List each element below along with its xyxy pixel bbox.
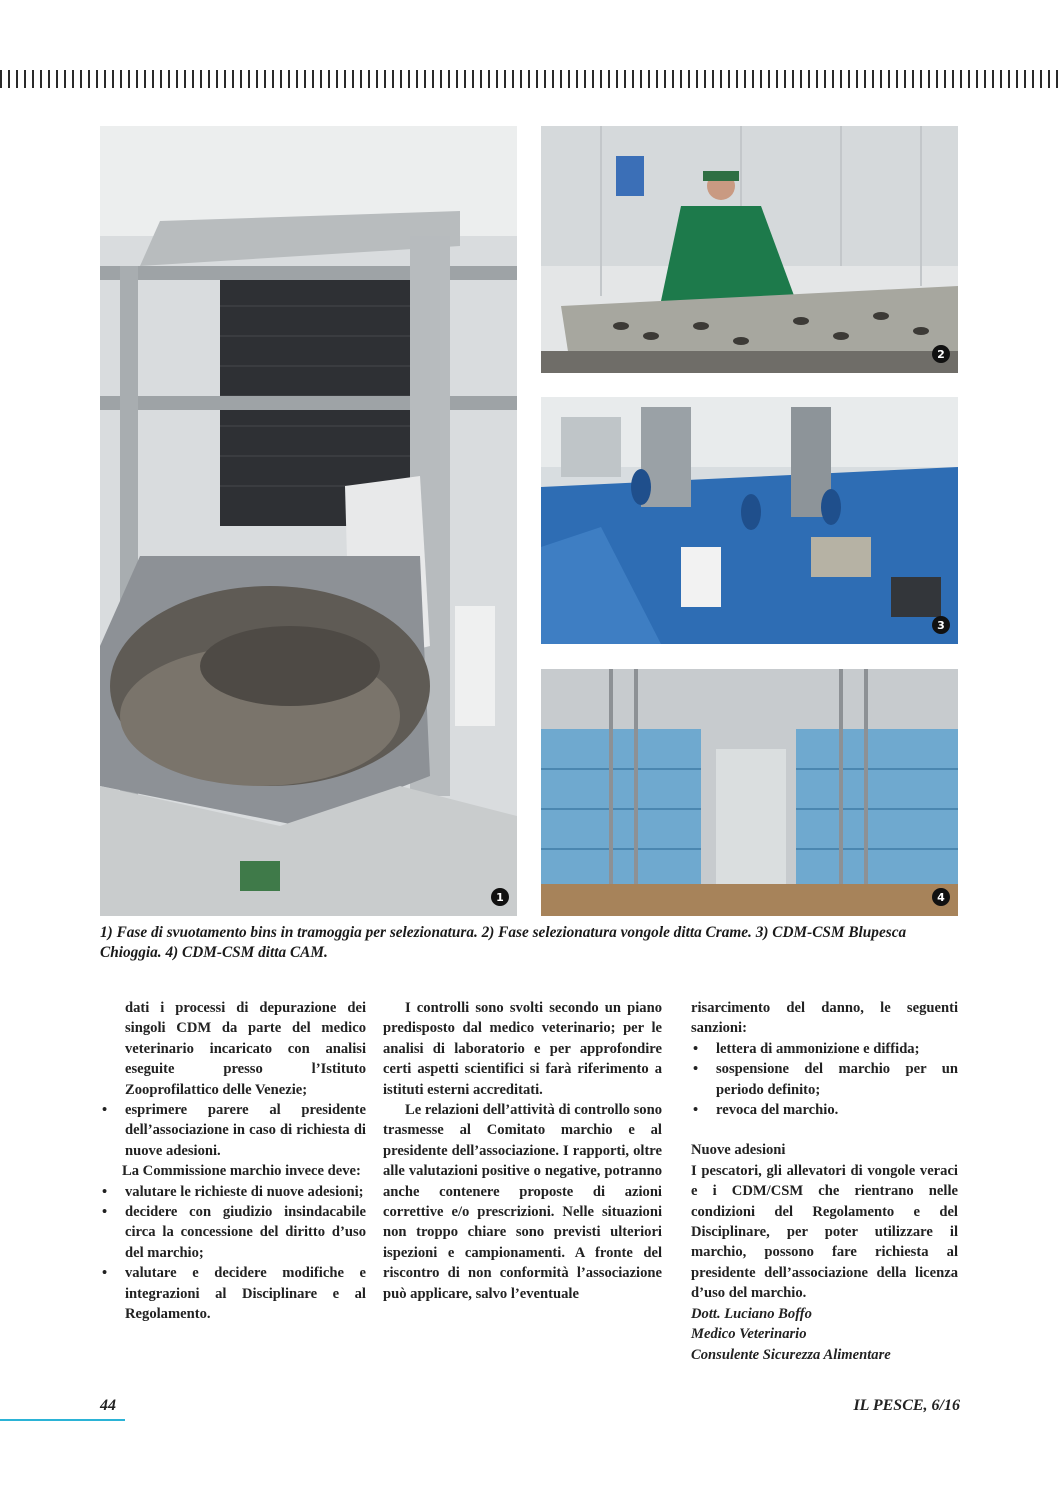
bullet-list xyxy=(100,1182,366,1325)
paragraph: La Commissione marchio invece deve: xyxy=(122,1163,361,1180)
photo-sorting-worker xyxy=(541,126,958,373)
text-column-2 xyxy=(383,998,662,1304)
paragraph: I pescatori, gli allevatori di vongole veraci e i CDM/CSM che rientrano nelle condizioni del Regolamento e del Disciplinare, per poter utilizzare il marchio, possono fare richiesta al presidente dell’associazione della licenza d’uso del marchio. xyxy=(691,1162,958,1302)
photo-caption: 1) Fase di svuotamento bins in tramoggia per selezionatura. 2) Fase selezionatura vongole ditta Crame. 3) CDM-CSM Blupesca Chioggia. 4) CDM-CSM ditta CAM. xyxy=(100,924,907,961)
paragraph: I controlli sono svolti secondo un piano predisposto dal medico veterinario; per le analisi di laboratorio e per approfondire certi aspetti scientifici si farà riferimento a istituti esterni accreditati. xyxy=(383,1000,662,1098)
magazine-issue: IL PESCE, 6/16 xyxy=(853,1397,960,1414)
section-heading: Nuove adesioni xyxy=(691,1142,786,1159)
bullet-item: • lettera di ammonizione e diffida; xyxy=(691,1039,958,1059)
header-tick-rule xyxy=(0,70,1058,88)
paragraph: risarcimento del danno, le seguenti sanzioni: xyxy=(691,1000,958,1037)
author-title: Medico Veterinario xyxy=(691,1326,807,1343)
photo-number-badge: 4 xyxy=(932,888,950,906)
bullet-list xyxy=(100,1100,366,1161)
bullet-item: • esprimere parere al presidente dell’associazione in caso di richiesta di nuove adesioni. xyxy=(100,1100,366,1161)
bullet-item: • sospensione del marchio per un periodo definito; xyxy=(691,1059,958,1100)
photo-storage-bins xyxy=(541,669,958,916)
text-column-1 xyxy=(100,998,366,1325)
photo-plant-floor xyxy=(541,397,958,644)
author-role: Consulente Sicurezza Alimentare xyxy=(691,1346,891,1363)
sanctions-list xyxy=(691,1039,958,1121)
bullet-item: • revoca del marchio. xyxy=(691,1100,958,1120)
text-column-3 xyxy=(691,998,958,1365)
author-name: Dott. Luciano Boffo xyxy=(691,1305,812,1322)
bullet-item: • valutare e decidere modifiche e integrazioni al Disciplinare e al Regolamento. xyxy=(100,1263,366,1324)
paragraph: Le relazioni dell’attività di controllo sono trasmesse al Comitato marchio e al presidente dell’associazione. I rapporti, oltre alle valutazioni positive o negative, potranno anche contenere proposte di azioni correttive e/o prescrizioni. Nelle situazioni non troppo chiare sono previsti ulteriori ispezioni e campionamenti. A fronte del riscontro di non conformità l’associazione può applicare, salvo l’eventuale xyxy=(383,1102,662,1302)
bullet-item: • valutare le richieste di nuove adesioni; xyxy=(100,1182,366,1202)
paragraph: dati i processi di depurazione dei singoli CDM da parte del medico veterinario incaricato con analisi eseguite presso l’Istituto Zooprofilattico delle Venezie; xyxy=(125,1000,366,1098)
footer-rule xyxy=(0,1419,125,1421)
bullet-item: • decidere con giudizio insindacabile circa la concessione del diritto d’uso del marchio; xyxy=(100,1202,366,1263)
photo-number-badge: 2 xyxy=(932,345,950,363)
page-number: 44 xyxy=(100,1397,116,1414)
photo-number-badge: 1 xyxy=(491,888,509,906)
photo-hopper xyxy=(100,126,517,916)
photo-number-badge: 3 xyxy=(932,616,950,634)
